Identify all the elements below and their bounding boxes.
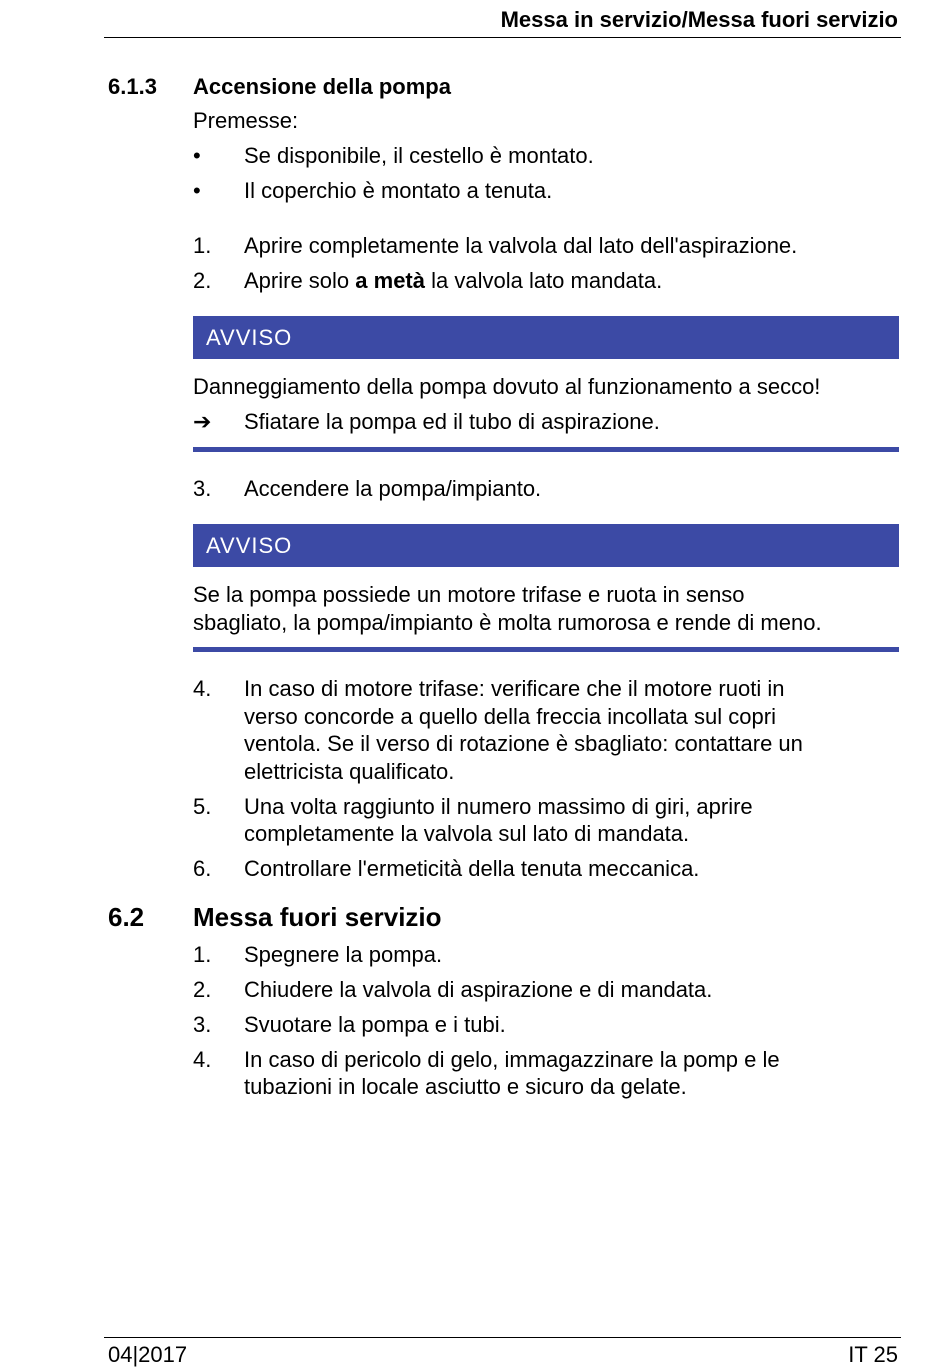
section-title: Messa fuori servizio (193, 902, 442, 932)
step-text: In caso di pericolo di gelo, immagazzinare la pomp e le (244, 1047, 780, 1072)
step-number: 6. (193, 856, 212, 881)
step-text: Una volta raggiunto il numero massimo di giri, aprire (244, 794, 753, 819)
running-header-title: Messa in servizio/Messa fuori servizio (500, 7, 898, 32)
step-number: 3. (193, 1012, 212, 1037)
step-number: 4. (193, 1047, 212, 1072)
step-number: 2. (193, 977, 212, 1002)
step-text: verso concorde a quello della freccia incollata sul copri (244, 704, 776, 729)
section-number: 6.1.3 (108, 74, 157, 99)
step-text: Controllare l'ermeticità della tenuta meccanica. (244, 856, 700, 881)
prereq-bullet: Il coperchio è montato a tenuta. (244, 178, 553, 203)
notice-text: sbagliato, la pompa/impianto è molta rumorosa e rende di meno. (193, 610, 822, 635)
notice-end-rule (193, 647, 899, 652)
page-number: IT 25 (848, 1342, 898, 1367)
step-text: Accendere la pompa/impianto. (244, 476, 542, 501)
step-text: elettricista qualificato. (244, 759, 455, 784)
prereq-bullet: Se disponibile, il cestello è montato. (244, 143, 594, 168)
emphasis-text: a metà (355, 268, 425, 293)
notice-action: Sfiatare la pompa ed il tubo di aspirazione. (244, 409, 660, 434)
footer-date: 04|2017 (108, 1342, 188, 1367)
notice-banner (193, 524, 899, 567)
bullet-marker: • (193, 178, 201, 203)
notice-banner (193, 316, 899, 359)
step-number: 3. (193, 476, 212, 501)
step-number: 4. (193, 676, 212, 701)
header-rule (104, 37, 901, 38)
footer-rule (104, 1337, 901, 1338)
step-text: completamente la valvola sul lato di mandata. (244, 821, 690, 846)
step-number: 1. (193, 942, 212, 967)
notice-text: Danneggiamento della pompa dovuto al funzionamento a secco! (193, 374, 821, 399)
arrow-icon: ➔ (193, 409, 212, 434)
step-text: Svuotare la pompa e i tubi. (244, 1012, 506, 1037)
step-text: In caso di motore trifase: verificare che il motore ruoti in (244, 676, 785, 701)
notice-text: Se la pompa possiede un motore trifase e ruota in senso (193, 582, 745, 607)
notice-label: AVVISO (206, 325, 293, 350)
step-text: Aprire completamente la valvola dal lato dell'aspirazione. (244, 233, 798, 258)
step-number: 1. (193, 233, 212, 258)
step-text: Aprire solo a metà la valvola lato mandata. (244, 268, 663, 293)
step-number: 2. (193, 268, 212, 293)
bullet-marker: • (193, 143, 201, 168)
step-text: Chiudere la valvola di aspirazione e di mandata. (244, 977, 713, 1002)
step-text: tubazioni in locale asciutto e sicuro da gelate. (244, 1074, 687, 1099)
step-text: ventola. Se il verso di rotazione è sbagliato: contattare un (244, 731, 803, 756)
step-number: 5. (193, 794, 212, 819)
section-title: Accensione della pompa (193, 74, 451, 99)
notice-label: AVVISO (206, 533, 293, 558)
step-text: Spegnere la pompa. (244, 942, 443, 967)
notice-end-rule (193, 447, 899, 452)
section-number: 6.2 (108, 902, 145, 932)
prerequisites-label: Premesse: (193, 108, 299, 133)
